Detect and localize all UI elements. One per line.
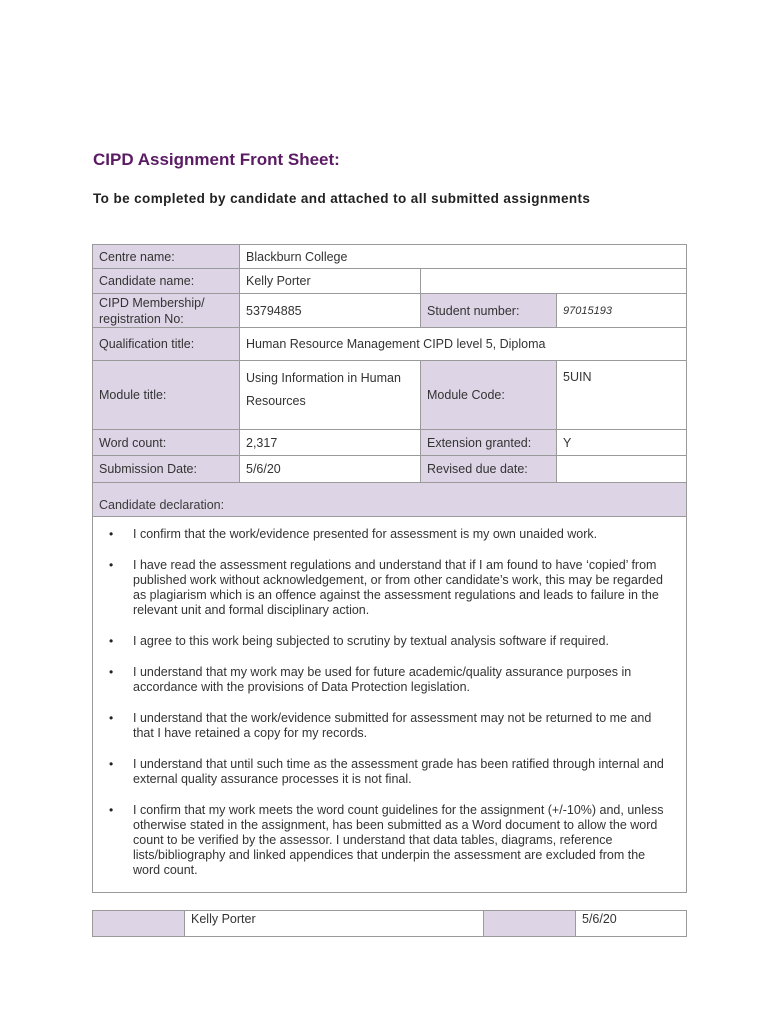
bullet-icon: • — [109, 803, 114, 817]
signature-name-field[interactable]: Kelly Porter — [185, 911, 484, 937]
declaration-text: I confirm that my work meets the word count guidelines for the assignment (+/-10%) and, unless otherwise stated in the assignment, has been submitted as a Word document to allow the word count to be verified by the assessor. I understand that data tables, diagrams, reference lists/bibliography and linked appendices that underpin the assessment are excluded from the word count. — [133, 803, 664, 877]
declaration-heading: Candidate declaration: — [93, 483, 687, 517]
submission-date-field[interactable]: 5/6/20 — [240, 456, 421, 483]
extension-label: Extension granted: — [421, 430, 557, 456]
bullet-icon: • — [109, 558, 114, 572]
student-number-field[interactable]: 97015193 — [557, 294, 687, 328]
revised-due-date-field[interactable] — [557, 456, 687, 483]
date-label-cell — [484, 911, 576, 937]
signature-table — [92, 910, 687, 937]
table-row — [93, 430, 687, 456]
submission-date-label: Submission Date: — [93, 456, 240, 483]
front-sheet-table — [92, 244, 687, 893]
list-item — [107, 757, 674, 787]
table-row — [93, 245, 687, 269]
list-item — [107, 711, 674, 741]
candidate-name-field[interactable]: Kelly Porter — [240, 269, 421, 294]
declaration-text: I understand that the work/evidence submitted for assessment may not be returned to me and that I have retained a copy for my records. — [133, 711, 652, 740]
declaration-text: I agree to this work being subjected to scrutiny by textual analysis software if required. — [133, 634, 609, 648]
table-row — [93, 294, 687, 328]
declaration-list — [107, 527, 674, 878]
qualification-field[interactable]: Human Resource Management CIPD level 5, Diploma — [240, 328, 687, 361]
list-item — [107, 634, 674, 649]
declaration-text: I understand that until such time as the assessment grade has been ratified through internal and external quality assurance processes it is not final. — [133, 757, 664, 786]
centre-name-label: Centre name: — [93, 245, 240, 269]
qualification-label: Qualification title: — [93, 328, 240, 361]
module-code-label: Module Code: — [421, 361, 557, 430]
list-item — [107, 527, 674, 542]
page-subtitle: To be completed by candidate and attached to all submitted assignments — [93, 191, 591, 206]
candidate-name-extra-cell[interactable] — [421, 269, 687, 294]
table-row — [93, 911, 687, 937]
bullet-icon: • — [109, 711, 114, 725]
revised-due-date-label: Revised due date: — [421, 456, 557, 483]
declaration-text: I understand that my work may be used for future academic/quality assurance purposes in accordance with the provisions of Data Protection legislation. — [133, 665, 632, 694]
membership-label: CIPD Membership/ registration No: — [93, 294, 240, 328]
centre-name-field[interactable]: Blackburn College — [240, 245, 687, 269]
candidate-name-label: Candidate name: — [93, 269, 240, 294]
page-title: CIPD Assignment Front Sheet: — [93, 150, 340, 169]
declaration-text: I have read the assessment regulations and understand that if I am found to have ‘copied’ from published work without acknowledgement, or from other candidate’s work, this may be regarded as plagiarism which is an offence against the assessment regulations and leads to failure in the relevant unit and formal disciplinary action. — [133, 558, 663, 617]
list-item — [107, 665, 674, 695]
module-title-field[interactable]: Using Information in Human Resources — [240, 361, 421, 430]
table-row — [93, 517, 687, 893]
bullet-icon: • — [109, 665, 114, 679]
list-item — [107, 803, 674, 878]
signature-label-cell — [93, 911, 185, 937]
declaration-text: I confirm that the work/evidence presented for assessment is my own unaided work. — [133, 527, 598, 541]
student-number-label: Student number: — [421, 294, 557, 328]
bullet-icon: • — [109, 757, 114, 771]
table-row — [93, 483, 687, 517]
declaration-body — [93, 517, 687, 893]
bullet-icon: • — [109, 527, 114, 541]
module-code-field[interactable]: 5UIN — [557, 361, 687, 430]
table-row — [93, 361, 687, 430]
module-title-label: Module title: — [93, 361, 240, 430]
signature-date-field[interactable]: 5/6/20 — [576, 911, 687, 937]
word-count-label: Word count: — [93, 430, 240, 456]
extension-field[interactable]: Y — [557, 430, 687, 456]
table-row — [93, 328, 687, 361]
membership-field[interactable]: 53794885 — [240, 294, 421, 328]
bullet-icon: • — [109, 634, 114, 648]
table-row — [93, 456, 687, 483]
table-row — [93, 269, 687, 294]
word-count-field[interactable]: 2,317 — [240, 430, 421, 456]
list-item — [107, 558, 674, 618]
